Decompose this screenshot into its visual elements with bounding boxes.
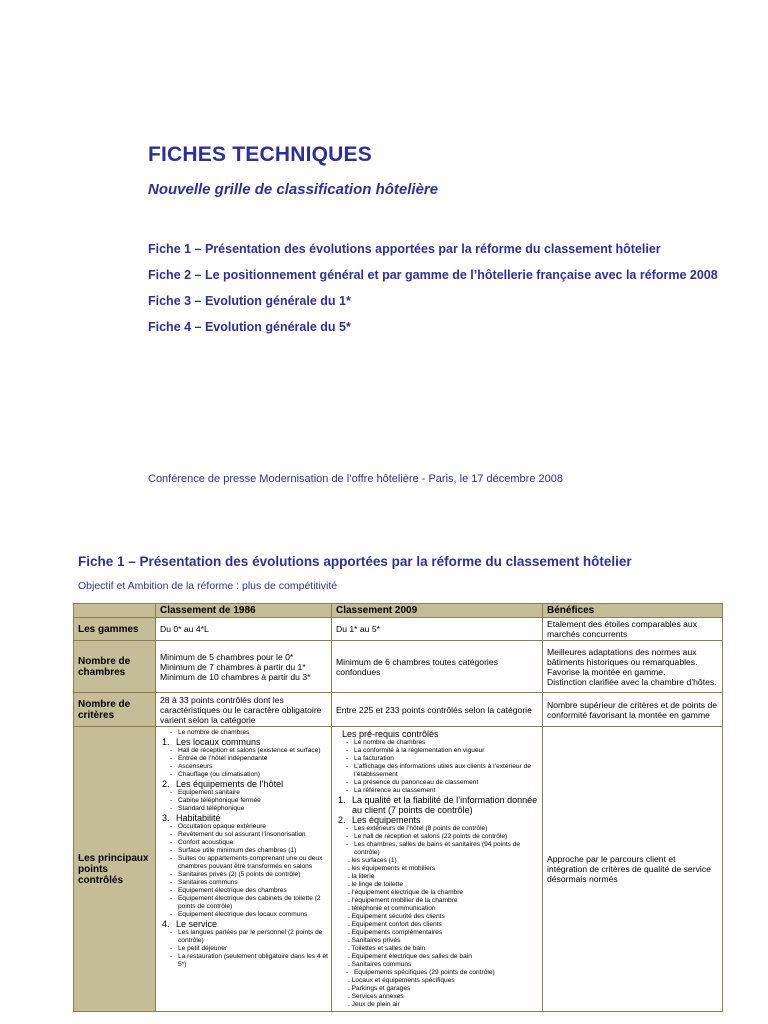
header-1986: Classement de 1986 — [156, 604, 332, 618]
list-heading-text: Les locaux communs — [176, 737, 261, 747]
classification-table — [73, 603, 723, 1012]
list-number: 1. — [162, 737, 170, 747]
group-items — [158, 929, 329, 969]
gammes-1986: Du 0* au 4*L — [156, 618, 332, 641]
table-row-chambres — [74, 641, 723, 693]
group-items — [158, 789, 329, 813]
list-item: - Le petit déjeuner — [158, 945, 329, 953]
equip-list — [334, 825, 540, 857]
conference-note: Conférence de presse Modernisation de l’offre hôtelière - Paris, le 17 décembre 2008 — [148, 473, 563, 485]
list-item: - Surface utile minimum des chambres (1) — [158, 847, 329, 855]
list-item: - Ascenseurs — [158, 763, 329, 771]
points-2009 — [332, 727, 543, 1012]
list-item: . les équipements et mobiliers — [348, 865, 436, 872]
table-header-row — [74, 604, 723, 618]
group-heading — [334, 815, 540, 825]
page-title: FICHES TECHNIQUES — [148, 143, 372, 166]
table-row-points — [74, 727, 723, 1012]
section-objective: Objectif et Ambition de la réforme : plus de compétitivité — [78, 580, 338, 592]
list-item: - La restauration (seulement obligatoire dans les 4 et 5*) — [158, 953, 329, 969]
chambres-1986-line: Minimum de 7 chambres à partir du 1* — [160, 661, 306, 672]
list-item: - Equipement électrique des cabinets de toilette (2 points de contrôle) — [158, 895, 329, 911]
list-number: 1. — [338, 795, 346, 805]
list-item: - Chauffage (ou climatisation) — [158, 771, 329, 779]
intro-list — [158, 729, 329, 737]
list-number: 2. — [338, 815, 346, 825]
list-item: - Revêtement du sol assurant l’insonorisation — [158, 831, 329, 839]
group-heading — [158, 737, 329, 747]
list-item: - Sanitaires privés (2) (5 points de contrôle) — [158, 871, 329, 879]
list-item: - Les chambres, salles de bains et sanitaires (94 points de contrôle) — [334, 841, 540, 857]
group-heading — [158, 779, 329, 789]
prereq-heading: Les pré-requis contrôlés — [342, 729, 439, 739]
list-heading-text: Le service — [176, 919, 218, 929]
list-item: - Entrée de l’hôtel indépendante — [158, 755, 329, 763]
fiche-4-title: Fiche 4 – Evolution générale du 5* — [148, 320, 351, 334]
table-row-gammes — [74, 618, 723, 641]
section-title: Fiche 1 – Présentation des évolutions apportées par la réforme du classement hôtelier — [78, 554, 632, 569]
list-item: - Suites ou appartements comprenant une ou deux chambres pouvant être transformés en salons — [158, 855, 329, 871]
list-item: . l’équipement mobilier de la chambre — [348, 897, 458, 904]
list-item: - La présence du panonceau de classement — [334, 779, 540, 787]
list-heading-text: Les équipements — [352, 815, 421, 825]
chambres-benefit-line: Distinction clarifiée avec la chambre d’hôtes. — [547, 676, 717, 687]
list-item: - La conformité à la réglementation en vigueur — [334, 747, 540, 755]
list-item: - Sanitaires communs — [158, 879, 329, 887]
group-items — [158, 747, 329, 779]
list-item: - Le hall de réception et salons (22 points de contrôle) — [334, 833, 540, 841]
chambres-1986-line: Minimum de 5 chambres pour le 0* — [160, 651, 294, 662]
gammes-benefits: Etalement des étoiles comparables aux marchés concurrents — [543, 618, 723, 641]
criteres-1986: 28 à 33 points contrôlés dont les caractéristiques ou le caractère obligatoire varient selon la catégorie — [156, 693, 332, 727]
header-2009: Classement 2009 — [332, 604, 543, 618]
list-item: - Occultation opaque extérieure — [158, 823, 329, 831]
row-label-chambres: Nombre de chambres — [74, 641, 156, 693]
list-item: . Services annexes — [348, 993, 404, 1000]
criteres-benefits: Nombre supérieur de critères et de points de conformité favorisant la montée en gamme — [543, 693, 723, 727]
list-item: . l’équipement électrique de la chambre — [348, 889, 464, 896]
points-1986-list — [158, 729, 329, 969]
list-item: - Equipement électrique des locaux communs — [158, 911, 329, 919]
list-heading-text: Les équipements de l’hôtel — [176, 779, 284, 789]
list-item: - La facturation — [334, 755, 540, 763]
list-item: - Hall de réception et salons (existence et surface) — [158, 747, 329, 755]
list-item: . Locaux et équipements spécifiques — [348, 977, 455, 984]
row-label-criteres: Nombre de critères — [74, 693, 156, 727]
group-heading — [158, 813, 329, 823]
list-item: - Le nombre de chambres — [158, 729, 329, 737]
list-item: - Equipements spécifiques (29 points de contrôle) — [334, 969, 540, 977]
list-item: . Equipement confort des clients — [348, 921, 442, 928]
group-heading — [334, 795, 540, 815]
points-2009-list — [334, 729, 540, 1009]
list-heading-text: Habitabilité — [176, 813, 221, 823]
list-item: . Sanitaires privés — [348, 937, 401, 944]
points-1986 — [156, 727, 332, 1012]
list-item: - Les langues parlées par le personnel (2 points de contrôle) — [158, 929, 329, 945]
list-item: - La référence au classement — [334, 787, 540, 795]
header-benefits: Bénéfices — [543, 604, 723, 618]
list-number: 4. — [162, 919, 170, 929]
list-item: . Equipement électrique des salles de bain — [348, 953, 472, 960]
fiche-2-title: Fiche 2 – Le positionnement général et par gamme de l’hôtellerie française avec la réforme 2008 — [148, 268, 718, 282]
chambres-benefit-line: Favorise la montée en gamme. — [547, 666, 666, 677]
list-item: - L’affichage des informations utiles aux clients à l’extérieur de l’établissement — [334, 763, 540, 779]
list-item: - Standard téléphonique — [158, 805, 329, 813]
list-item: . Jeux de plein air — [348, 1001, 400, 1008]
list-item: . Equipement sécurité des clients — [348, 913, 445, 920]
list-item: . les surfaces (1) — [348, 857, 397, 864]
fiche-3-title: Fiche 3 – Evolution générale du 1* — [148, 294, 351, 308]
list-item: - Le nombre de chambres — [334, 739, 540, 747]
list-item: - Cabine téléphonique fermée — [158, 797, 329, 805]
list-item: . Toilettes et salles de bain — [348, 945, 426, 952]
chambres-benefit-line: Meilleures adaptations des normes aux bâtiments historiques ou remarquables. — [547, 646, 698, 667]
chambres-benefits — [543, 641, 723, 693]
fiche-1-title: Fiche 1 – Présentation des évolutions apportées par la réforme du classement hôtelier — [148, 242, 661, 256]
chambres-2009: Minimum de 6 chambres toutes catégories confondues — [332, 641, 543, 693]
list-heading-text: La qualité et la fiabilité de l’information donnée au client (7 points de contrôle) — [352, 795, 538, 815]
list-item: . la literie — [348, 873, 375, 880]
list-item: . téléphonie et communication — [348, 905, 436, 912]
chambres-1986-line: Minimum de 10 chambres à partir du 3* — [160, 671, 311, 682]
list-item: - Les extérieurs de l’hôtel (8 points de contrôle) — [334, 825, 540, 833]
chambres-1986 — [156, 641, 332, 693]
specific-sub-list — [334, 977, 540, 1009]
list-item: . Equipements complémentaires — [348, 929, 443, 936]
gammes-2009: Du 1* au 5* — [332, 618, 543, 641]
header-empty — [74, 604, 156, 618]
list-number: 3. — [162, 813, 170, 823]
list-number: 2. — [162, 779, 170, 789]
table-row-criteres — [74, 693, 723, 727]
page-subtitle: Nouvelle grille de classification hôtelière — [148, 181, 439, 198]
list-item: - Equipement sanitaire — [158, 789, 329, 797]
group-items — [158, 823, 329, 919]
row-label-gammes: Les gammes — [74, 618, 156, 641]
chambres-sub-list — [334, 857, 540, 969]
list-item: - Confort acoustique — [158, 839, 329, 847]
list-item: . Sanitaires communs — [348, 961, 412, 968]
list-item: . Parkings et garages — [348, 985, 411, 992]
group-heading — [158, 919, 329, 929]
row-label-points: Les principaux points contrôlés — [74, 727, 156, 1012]
criteres-2009: Entre 225 et 233 points contrôlés selon la catégorie — [332, 693, 543, 727]
prereq-list — [334, 739, 540, 795]
list-item: - Equipement électrique des chambres — [158, 887, 329, 895]
specific-list — [334, 969, 540, 977]
list-item: . le linge de toilette — [348, 881, 403, 888]
points-benefits: Approche par le parcours client et intégration de critères de qualité de service désormais normés — [543, 727, 723, 1012]
